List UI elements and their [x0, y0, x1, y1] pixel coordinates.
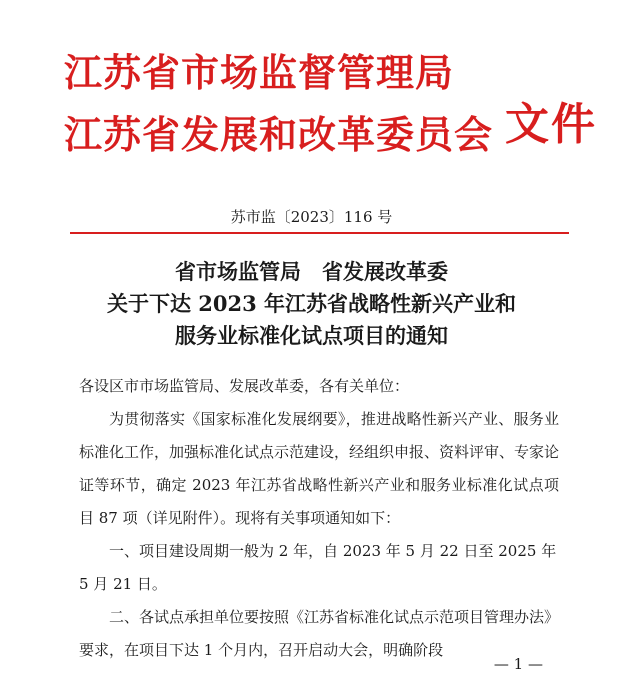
title-line-3: 服务业标准化试点项目的通知 — [175, 323, 448, 348]
paragraph-intro: 为贯彻落实《国家标准化发展纲要》，推进战略性新兴产业、服务业标准化工作，加强标准化试点示范建设，经组织申报、资料评审、专家论证等环节，确定 2023 年江苏省战略性新兴产业和服务业标准化试点项目 87 项（详见附件）。现将有关事项通知如下： — [79, 410, 560, 527]
document-number: 苏市监〔2023〕116 号 — [230, 208, 393, 226]
header-divider — [70, 232, 569, 234]
issuing-agency-1: 江苏省市场监督管理局 — [64, 50, 455, 95]
paragraph-item-1: 一、项目建设周期一般为 2 年，自 2023 年 5 月 22 日至 2025 年 5 月 21 日。 — [79, 542, 557, 593]
document-type-label: 文件 — [505, 99, 597, 150]
title-line-1: 省市场监管局 省发展改革委 — [175, 259, 448, 284]
page-number: — 1 — — [493, 655, 543, 673]
salutation: 各设区市市场监管局、发展改革委，各有关单位： — [79, 377, 410, 395]
title-line-2: 关于下达 2023 年江苏省战略性新兴产业和 — [106, 291, 517, 316]
paragraph-item-2: 二、各试点承担单位要按照《江苏省标准化试点示范项目管理办法》要求，在项目下达 1 个月内，召开启动大会，明确阶段 — [79, 608, 560, 659]
issuing-agency-2: 江苏省发展和改革委员会 — [64, 112, 494, 157]
